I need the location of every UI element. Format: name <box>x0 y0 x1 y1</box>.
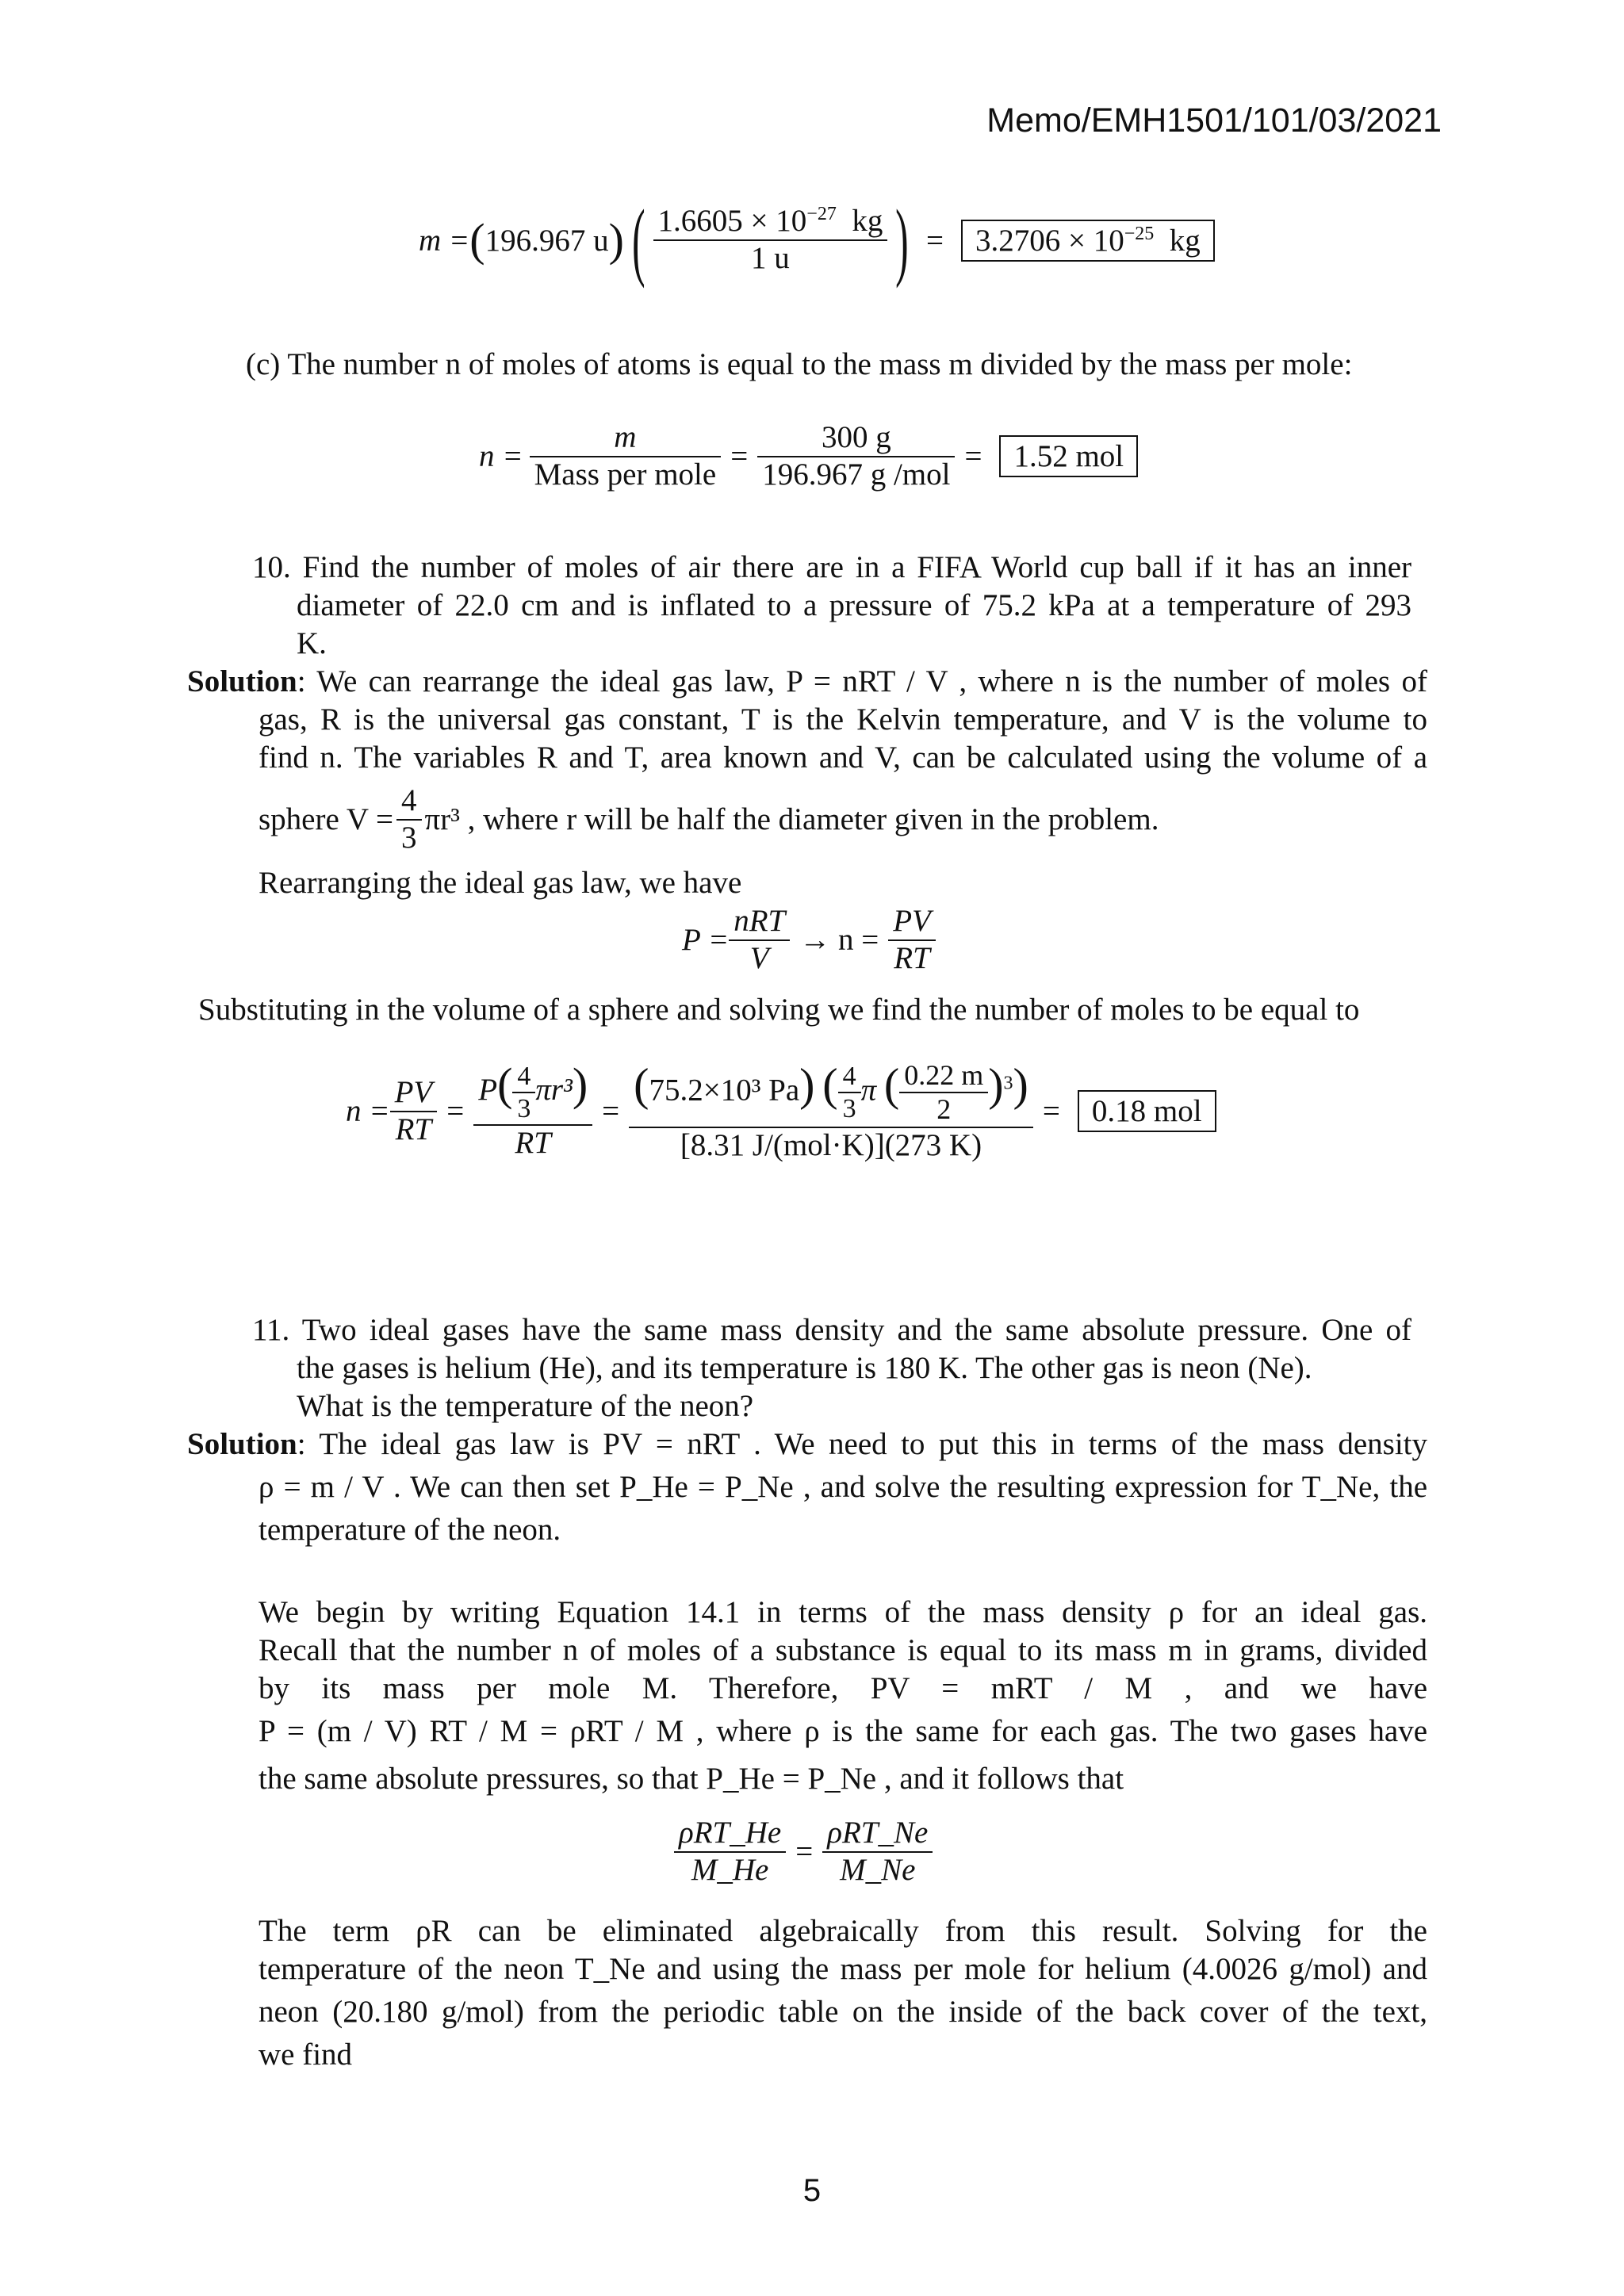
part-c-text: (c) The number n of moles of atoms is equal to the mass m divided by the mass per mole: <box>246 347 1353 381</box>
conversion-fraction: $1.6605 \times 10^{-27}$ kg 1 u <box>653 204 888 277</box>
running-header: Memo/EMH1501/101/03/2021 <box>986 101 1442 140</box>
substituting-text: Substituting in the volume of a sphere and solving we find the number of moles to be equal to <box>198 993 1360 1027</box>
question-11: 11. Two ideal gases have the same mass density and the same absolute pressure. One of the gases is helium (He), and its temperature is 180 K. The other gas is neon (Ne). What is the temperature of the neon? <box>252 1313 1411 1423</box>
equation-ideal-gas-rearranged: P = nRT V → n = $\frac{PV}{RT}$ <box>682 904 936 977</box>
eq-lhs: m = <box>419 223 470 258</box>
solution-11: Solution: The ideal gas law is PV = nRT . We need to put this in terms of the mass density ρ = m / V . We can then set P_He = P_Ne , and solve the resulting expression for T_Ne, the temperature of the neon. <box>187 1427 1427 1547</box>
question-10: 10. Find the number of moles of air there are in a FIFA World cup ball if it has an inner diameter of 22.0 cm and is inflated to a pressure of 75.2 kPa at a temperature of 293 K. <box>252 550 1411 660</box>
result-box: $3.2706 \times 10^{-25}$ kg <box>961 220 1215 262</box>
paragraph-solve: The term ρR can be eliminated algebraically from this result. Solving for the temperature of the neon T_Ne and using the mass per mole for helium (4.0026 g/mol) and neon (20.180 g/mol) from the periodic table on the inside of the back cover of the text, we find <box>259 1914 1427 2072</box>
result-box: 1.52 mol <box>999 435 1138 477</box>
solution-10: Solution: We can rearrange the ideal gas law, P = nRT / V , where n is the number of moles of gas, R is the universal gas constant, T is the Kelvin temperature, and V is the volume to find n. The variables R and T, area known and V, can be calculated using the volume of a <box>187 664 1427 775</box>
paragraph-derivation: We begin by writing Equation 14.1 in terms of the mass density ρ for an ideal gas. Recall that the number n of moles of a substance is equal to its mass m in grams, divided by its mass per mole M. Therefore, PV = mRT / M , and we have P = (m / V) RT / M = ρRT / M , where ρ is the same for each gas. The two gases have the same absolute pressures, so that P_He = P_Ne , and it follows that <box>259 1595 1427 1796</box>
rearranging-text: Rearranging the ideal gas law, we have <box>259 866 742 900</box>
sphere-volume-line: sphere V = $\frac{4}{3}$ πr³ , where r will be half the diameter given in the problem. <box>259 783 1159 855</box>
equation-mass: m = ( 196.967 u ) ( $1.6605 \times 10^{-27}$ kg 1 u ) = $3.2706 \times 10^{-25}$ kg <box>419 197 1215 284</box>
eq-mass-value: 196.967 u <box>485 223 609 258</box>
result-box: 0.18 mol <box>1078 1090 1216 1132</box>
equation-density-equality: ρRT_He M_He = ρRT_Ne M_Ne <box>674 1816 933 1888</box>
equation-moles-of-air: n = $\frac{PV}{RT}$ = P( $\frac{4}{3}$ πr³) RT = (75.2×10³ Pa) ( $\frac{4}{3}$ π ( $\frac{0.22 m}{2}$ )$^3$) [8.31 J/(mol·K)](273 K) = 0.18 mol <box>346 1059 1216 1164</box>
equation-moles: n = m Mass per mole = 300 g 196.967 g /mol = 1.52 mol <box>479 420 1138 493</box>
page-number: 5 <box>802 2173 822 2208</box>
conversion-denominator: 1 u <box>751 241 790 275</box>
